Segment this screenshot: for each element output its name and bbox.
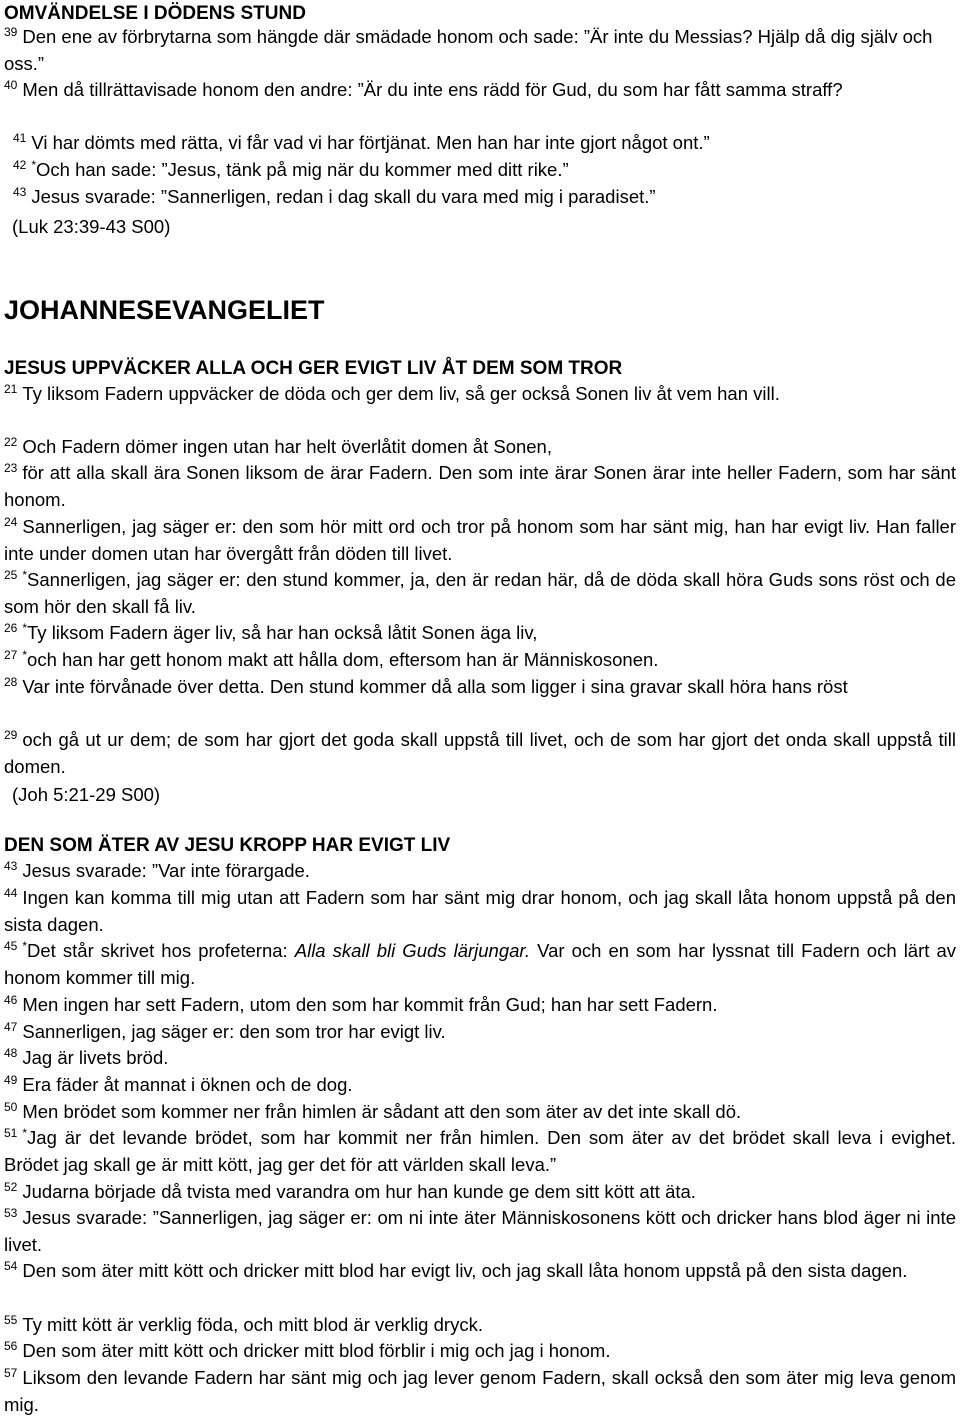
verse-text: Och Fadern dömer ingen utan har helt överlåtit domen åt Sonen, — [22, 436, 552, 457]
verse-text: Sannerligen, jag säger er: den stund kommer, ja, den är redan här, då de döda skall höra Guds sons röst och de som hör den skall få liv. — [4, 569, 956, 617]
verse-number: 24 — [4, 514, 18, 529]
verse — [4, 514, 956, 567]
verse-star: * — [22, 1125, 28, 1140]
verse-number: 50 — [4, 1099, 18, 1114]
verse — [4, 24, 956, 77]
verse-number: 48 — [4, 1045, 18, 1060]
verse-number: 26 — [4, 620, 18, 635]
verse-text: Det står skrivet hos profeterna: — [27, 940, 295, 961]
verse — [4, 1045, 956, 1072]
verse-text: Den som äter mitt kött och dricker mitt blod har evigt liv, och jag skall låta honom uppstå på den sista dagen. — [22, 1260, 908, 1281]
verse-text: för att alla skall ära Sonen liksom de ärar Fadern. Den som inte ärar Sonen ärar inte heller Fadern, som har sänt honom. — [4, 462, 956, 510]
verse — [13, 157, 956, 184]
verse-number: 46 — [4, 992, 18, 1007]
verse-text: Sannerligen, jag säger er: den som tror har evigt liv. — [22, 1021, 446, 1042]
verse-text: och gå ut ur dem; de som har gjort det goda skall uppstå till livet, och de som har gjort det onda skall uppstå till domen. — [4, 729, 956, 777]
verse-number: 56 — [4, 1338, 18, 1353]
verse-number: 28 — [4, 674, 18, 689]
section-title: JESUS UPPVÄCKER ALLA OCH GER EVIGT LIV ÅT DEM SOM TROR — [4, 358, 623, 379]
verse-number: 22 — [4, 434, 18, 449]
verse — [4, 1019, 956, 1046]
verse — [4, 727, 956, 780]
verse-text: Jag är det levande brödet, som har kommit ner från himlen. Den som äter av det brödet skall leva i evighet. Brödet jag skall ge är mitt kött, jag ger det för att världen skall leva.” — [4, 1127, 956, 1175]
verse — [4, 1338, 956, 1365]
verse-number: 49 — [4, 1072, 18, 1087]
verse-text: Ingen kan komma till mig utan att Fadern som har sänt mig drar honom, och jag skall låta honom uppstå på den sista dagen. — [4, 887, 956, 935]
verse — [4, 567, 956, 620]
verse — [4, 1205, 956, 1258]
verse — [4, 77, 956, 104]
verse-number: 57 — [4, 1365, 18, 1380]
verse-text: Var inte förvånade över detta. Den stund kommer då alla som ligger i sina gravar skall höra hans röst — [22, 676, 848, 697]
verse — [4, 674, 956, 701]
verse-text: Sannerligen, jag säger er: den som hör mitt ord och tror på honom som har sänt mig, han har evigt liv. Han faller inte under domen utan har övergått från döden till livet. — [4, 516, 956, 564]
verse-text: Ty liksom Fadern uppväcker de döda och ger dem liv, så ger också Sonen liv åt vem han vill. — [22, 383, 780, 404]
verse-number: 45 — [4, 938, 18, 953]
section-title: OMVÄNDELSE I DÖDENS STUND — [4, 3, 306, 24]
verse-text: Den ene av förbrytarna som hängde där smädade honom och sade: ”Är inte du Messias? Hjälp då dig själv och oss.” — [4, 26, 933, 74]
verse-number: 43 — [13, 184, 27, 199]
verse-text: och han har gett honom makt att hålla dom, eftersom han är Människosonen. — [27, 649, 659, 670]
verse-star: * — [22, 938, 28, 953]
verse-star: * — [22, 647, 28, 662]
section-title: DEN SOM ÄTER AV JESU KROPP HAR EVIGT LIV — [4, 835, 451, 856]
verse-number: 43 — [4, 858, 18, 873]
verse-number: 52 — [4, 1179, 18, 1194]
verse — [4, 620, 956, 647]
verse-text: Och han sade: ”Jesus, tänk på mig när du kommer med ditt rike.” — [36, 159, 569, 180]
verse-number: 23 — [4, 460, 18, 475]
verse-text: Era fäder åt mannat i öknen och de dog. — [22, 1074, 353, 1095]
verse-text: Men brödet som kommer ner från himlen är sådant att den som äter av det inte skall dö. — [22, 1101, 742, 1122]
verse-text: Jesus svarade: ”Sannerligen, jag säger er: om ni inte äter Människosonens kött och dricker hans blod äger ni inte livet. — [4, 1207, 956, 1255]
verse-text: Den som äter mitt kött och dricker mitt blod förblir i mig och jag i honom. — [22, 1340, 611, 1361]
verse-text: Men då tillrättavisade honom den andre: ”Är du inte ens rädd för Gud, du som har fått samma straff? — [22, 79, 843, 100]
verse — [4, 938, 956, 991]
verse-star: * — [22, 567, 28, 582]
verse — [4, 434, 956, 461]
verse-number: 41 — [13, 130, 27, 145]
verse — [4, 992, 956, 1019]
verse-star: * — [31, 157, 37, 172]
verse — [4, 1365, 956, 1418]
verse-number: 40 — [4, 77, 18, 92]
verse — [4, 1125, 956, 1178]
verse — [4, 1179, 956, 1206]
verse-number: 29 — [4, 727, 18, 742]
verse — [4, 1258, 956, 1285]
verse-text: Liksom den levande Fadern har sänt mig och jag lever genom Fadern, skall också den som äter mig leva genom mig. — [4, 1367, 956, 1415]
verse-text: Jesus svarade: ”Var inte förargade. — [22, 860, 310, 881]
verse-text: Jag är livets bröd. — [22, 1047, 169, 1068]
bible-reference: (Luk 23:39-43 S00) — [12, 216, 171, 237]
book-title: JOHANNESEVANGELIET — [4, 295, 325, 325]
verse-number: 21 — [4, 381, 18, 396]
verse-text-italic: Alla skall bli Guds lärjungar. — [294, 940, 531, 961]
verse-text: Ty liksom Fadern äger liv, så har han också låtit Sonen äga liv, — [27, 622, 538, 643]
verse-text: Var och en som har lyssnat till Fadern och lärt av honom kommer till mig. — [4, 940, 956, 988]
verse-number: 51 — [4, 1125, 18, 1140]
verse-number: 44 — [4, 885, 18, 900]
verse-number: 54 — [4, 1258, 18, 1273]
verse-number: 42 — [13, 157, 27, 172]
verse-number: 25 — [4, 567, 18, 582]
verse — [4, 381, 956, 408]
verse-text: Jesus svarade: ”Sannerligen, redan i dag skall du vara med mig i paradiset.” — [31, 186, 656, 207]
verse-number: 27 — [4, 647, 18, 662]
verse — [4, 647, 956, 674]
verse — [4, 1312, 956, 1339]
verse-number: 53 — [4, 1205, 18, 1220]
verse — [13, 184, 956, 211]
verse — [4, 1099, 956, 1126]
verse-number: 55 — [4, 1312, 18, 1327]
verse-text: Judarna började då tvista med varandra om hur han kunde ge dem sitt kött att äta. — [22, 1181, 696, 1202]
verse — [4, 1072, 956, 1099]
verse — [13, 130, 956, 157]
verse-number: 47 — [4, 1019, 18, 1034]
verse-text: Vi har dömts med rätta, vi får vad vi har förtjänat. Men han har inte gjort något ont.” — [31, 132, 710, 153]
verse-text: Ty mitt kött är verklig föda, och mitt blod är verklig dryck. — [22, 1314, 483, 1335]
verse-text: Men ingen har sett Fadern, utom den som har kommit från Gud; han har sett Fadern. — [22, 994, 718, 1015]
verse — [4, 885, 956, 938]
verse-star: * — [22, 620, 28, 635]
bible-reference: (Joh 5:21-29 S00) — [12, 784, 161, 805]
verse-number: 39 — [4, 24, 18, 39]
verse — [4, 460, 956, 513]
verse — [4, 858, 956, 885]
